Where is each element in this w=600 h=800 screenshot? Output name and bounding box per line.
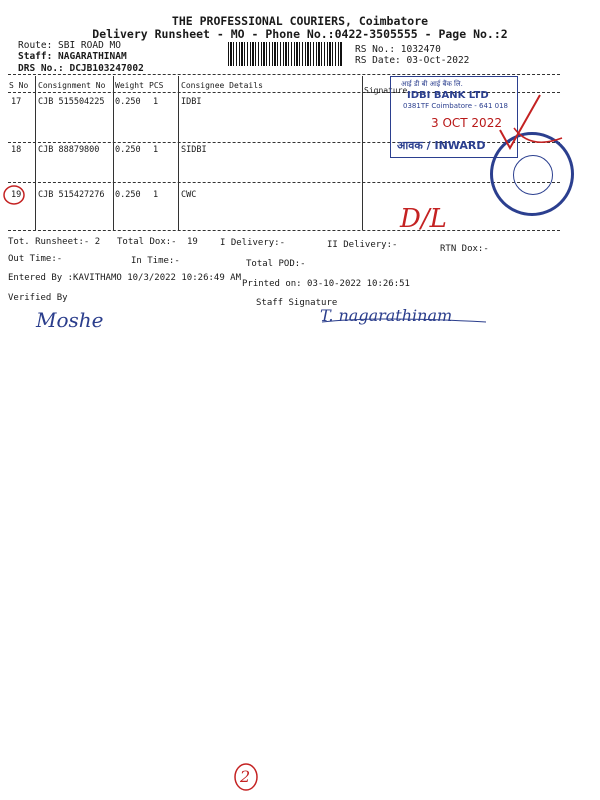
delivered-mark: D/L (400, 204, 447, 234)
table-row-pcs: 1 (153, 97, 159, 107)
page-mark: 2 (240, 767, 251, 786)
header-consignee: Consignee Details (181, 81, 263, 90)
table-row-sno: 19 (11, 190, 22, 200)
circle-mark (4, 186, 24, 204)
entered-by: Entered By :KAVITHAMO 10/3/2022 10:26:49 AM (8, 273, 241, 283)
table-row-consignee: SIDBI (181, 145, 207, 155)
rs-number: RS No.: 1032470 (355, 44, 441, 55)
table-row-consignee: IDBI (181, 97, 202, 107)
table-row-consignment: CJB 515504225 (38, 97, 105, 107)
total-pod: Total POD:- (246, 259, 306, 269)
table-row-sno: 18 (11, 145, 22, 155)
route-label: Route: SBI ROAD MO (18, 40, 121, 51)
verified-by: Verified By (8, 293, 68, 303)
ii-delivery: II Delivery:- (327, 240, 398, 250)
rs-date: RS Date: 03-Oct-2022 (355, 55, 470, 66)
check-mark (500, 95, 540, 148)
table-row-consignment: CJB 88879800 (38, 145, 100, 155)
stamp-branch: 0381TF Coimbatore - 641 018 (403, 102, 508, 110)
in-time: In Time:- (131, 256, 180, 266)
runsheet-title: THE PROFESSIONAL COURIERS, Coimbatore (171, 14, 429, 28)
staff-label: Staff: NAGARATHINAM (18, 51, 127, 62)
header-sno: S No (9, 81, 29, 90)
staff-signature: T. nagarathinam (320, 306, 453, 325)
table-row-weight: 0.250 (115, 190, 141, 200)
total-dox-value: 19 (187, 237, 198, 247)
header-signature: Signature (364, 86, 408, 95)
printed-on: Printed on: 03-10-2022 10:26:51 (242, 279, 410, 289)
rtn-dox: RTN Dox:- (440, 244, 489, 254)
stamp-bank-name: IDBI BANK LTD (407, 90, 489, 101)
table-row-weight: 0.250 (115, 145, 141, 155)
verified-signature: Moshe (36, 308, 104, 332)
header-consignment: Consignment No (38, 81, 106, 90)
stamp-hindi-line: आई डी बी आई बैंक लि. (401, 80, 463, 88)
out-time: Out Time:- (8, 254, 63, 264)
table-row-consignment: CJB 515427276 (38, 190, 105, 200)
tot-runsheet: Tot. Runsheet:- 2 (8, 237, 101, 247)
table-row-pcs: 1 (153, 190, 159, 200)
table-row-consignee: CWC (181, 190, 197, 200)
table-row-pcs: 1 (153, 145, 159, 155)
total-dox-label: Total Dox:- (117, 237, 177, 247)
runsheet-subtitle: Delivery Runsheet - MO - Phone No.:0422-3505555 - Page No.:2 (92, 27, 508, 41)
i-delivery: I Delivery:- (220, 238, 286, 248)
stamp-date: 3 OCT 2022 (431, 116, 502, 130)
header-pcs: PCS (149, 81, 164, 90)
table-row-sno: 17 (11, 97, 22, 107)
drs-number: DRS No.: DCJB103247002 (18, 63, 144, 74)
staff-signature-label: Staff Signature (256, 298, 338, 308)
stamp-inward: आवक / INWARD (397, 139, 486, 152)
table-row-weight: 0.250 (115, 97, 141, 107)
header-weight: Weight (115, 81, 144, 90)
